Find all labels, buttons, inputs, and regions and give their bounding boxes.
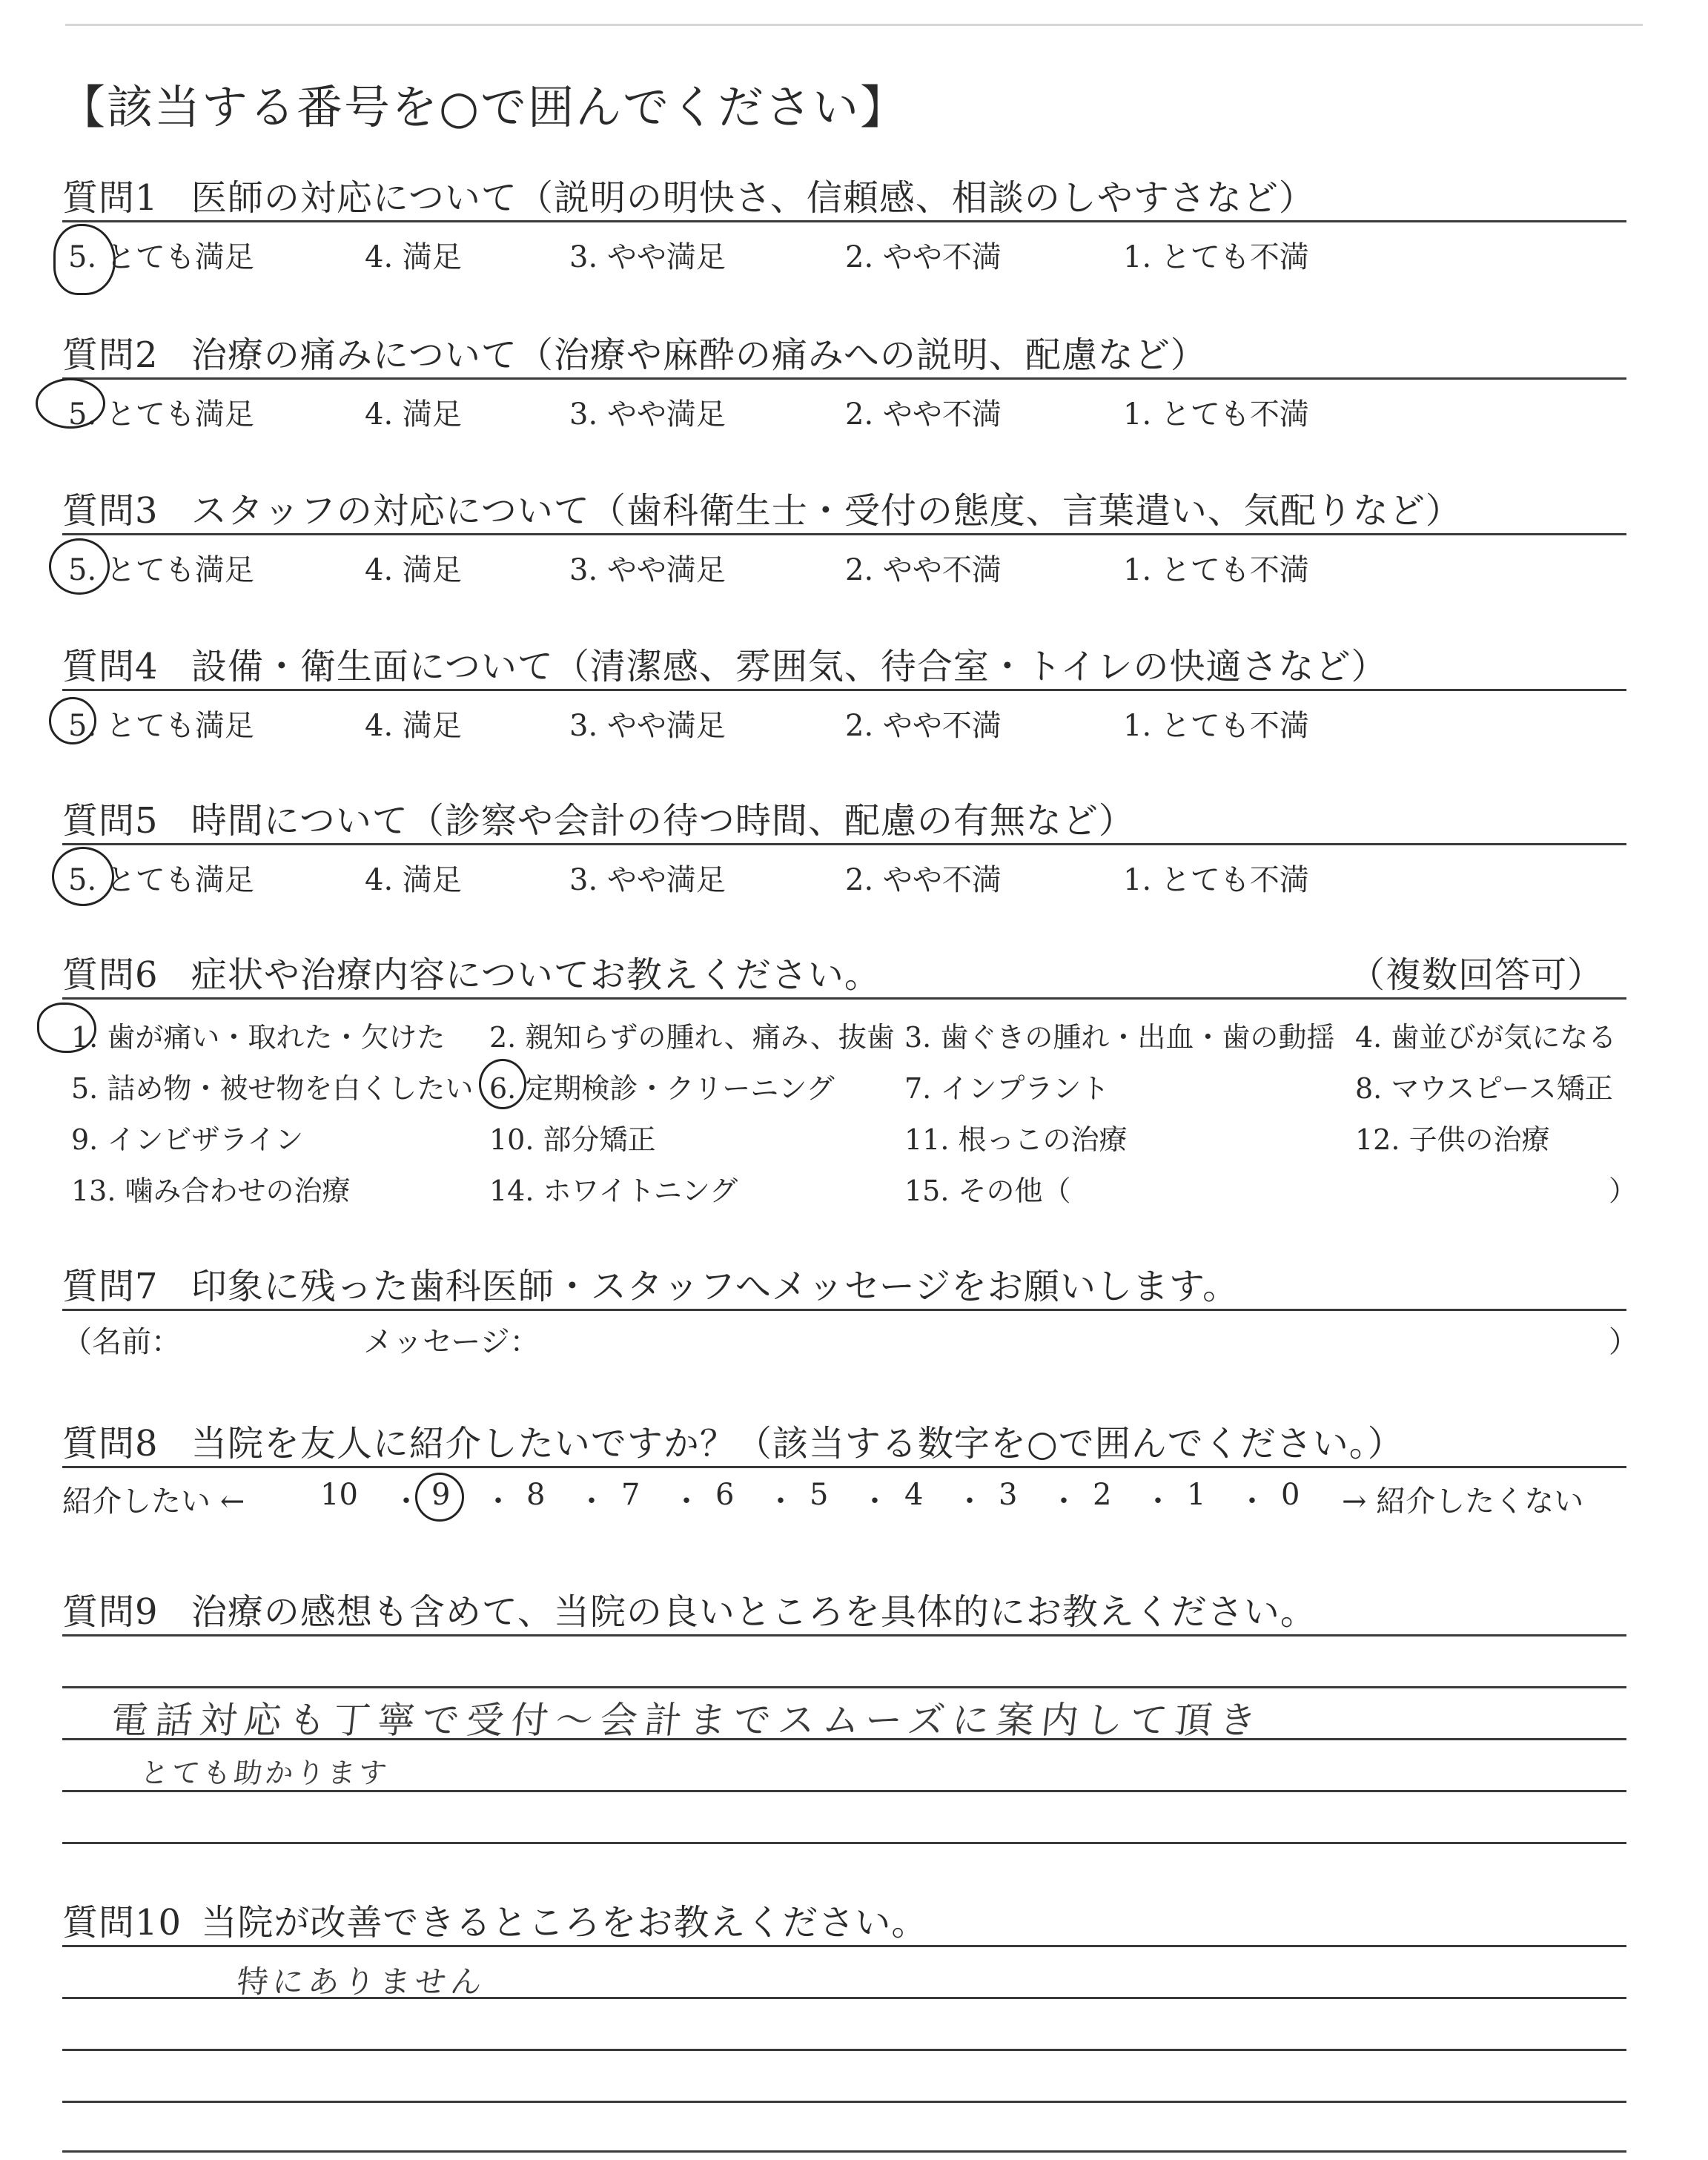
question-5-label: 質問5	[62, 800, 159, 842]
q3-option-2[interactable]: 2. やや不満	[845, 553, 1002, 587]
question-4-text: 設備・衛生面について（清潔感、雰囲気、待合室・トイレの快適さなど）	[191, 646, 1388, 687]
q8-dot: ・	[955, 1484, 984, 1519]
question-9-rule	[62, 1634, 1626, 1636]
answer-line	[62, 1686, 1626, 1688]
question-3-rule	[62, 533, 1626, 535]
question-2-label: 質問2	[62, 334, 159, 376]
q8-dot: ・	[577, 1484, 606, 1519]
question-5-rule	[62, 843, 1626, 845]
q6-option-5[interactable]: 5. 詰め物・被せ物を白くしたい	[71, 1072, 474, 1105]
q1-answer-circle	[53, 224, 116, 295]
q8-left-label: 紹介したい ←	[62, 1484, 245, 1519]
q8-answer-circle	[415, 1473, 464, 1522]
q6-option-7[interactable]: 7. インプラント	[904, 1072, 1110, 1105]
q2-answer-circle	[36, 378, 105, 429]
q6-option-15[interactable]: 15. その他（	[904, 1175, 1071, 1207]
q7-close-paren: ）	[1609, 1325, 1638, 1359]
q8-score-7[interactable]: 7	[621, 1478, 640, 1512]
q8-score-3[interactable]: 3	[999, 1478, 1018, 1512]
question-8-label: 質問8	[62, 1423, 159, 1464]
q4-option-1[interactable]: 1. とても不満	[1123, 709, 1309, 743]
q3-option-4[interactable]: 4. 満足	[365, 553, 462, 587]
q8-score-5[interactable]: 5	[810, 1478, 829, 1512]
answer-line	[62, 2049, 1626, 2051]
q2-option-3[interactable]: 3. やや満足	[569, 397, 726, 432]
q5-option-4[interactable]: 4. 満足	[365, 863, 462, 897]
question-10	[62, 1894, 927, 1945]
question-6-label: 質問6	[62, 954, 159, 996]
q4-option-2[interactable]: 2. やや不満	[845, 709, 1002, 743]
question-9	[62, 1583, 1317, 1634]
q6-option-4[interactable]: 4. 歯並びが気になる	[1355, 1021, 1617, 1054]
q8-score-6[interactable]: 6	[715, 1478, 735, 1512]
q10-handwritten-answer: 特にありません	[235, 1964, 489, 2000]
answer-line	[62, 1842, 1626, 1844]
q9-handwritten-answer-line-2: とても助かります	[139, 1757, 391, 1789]
question-2-rule	[62, 377, 1626, 380]
question-6-text: 症状や治療内容についてお教えください。	[191, 954, 881, 996]
q2-option-5[interactable]: 5. とても満足	[68, 397, 254, 432]
q2-option-2[interactable]: 2. やや不満	[845, 397, 1002, 432]
question-7-text: 印象に残った歯科医師・スタッフへメッセージをお願いします。	[191, 1266, 1239, 1307]
question-7-label: 質問7	[62, 1266, 159, 1307]
q5-option-2[interactable]: 2. やや不満	[845, 863, 1002, 897]
q8-dot: ・	[1143, 1484, 1173, 1519]
q6-option-12[interactable]: 12. 子供の治療	[1355, 1123, 1550, 1156]
q8-score-4[interactable]: 4	[904, 1478, 924, 1512]
q2-option-1[interactable]: 1. とても不満	[1123, 397, 1309, 432]
q9-handwritten-answer-line-1: 電話対応も丁寧で受付～会計までスムーズに案内して頂き	[108, 1699, 1266, 1742]
q8-dot: ・	[1237, 1484, 1267, 1519]
question-4-rule	[62, 689, 1626, 691]
q4-option-4[interactable]: 4. 満足	[365, 709, 462, 743]
q8-dot: ・	[860, 1484, 890, 1519]
q6-option-14[interactable]: 14. ホワイトニング	[489, 1175, 738, 1207]
question-8-text: 当院を友人に紹介したいですか？（該当する数字を○で囲んでください。）	[191, 1423, 1404, 1464]
question-2	[62, 326, 1207, 377]
q3-option-1[interactable]: 1. とても不満	[1123, 553, 1309, 587]
q7-message-label: メッセージ：	[363, 1325, 540, 1359]
question-7-rule	[62, 1309, 1626, 1311]
q8-score-8[interactable]: 8	[526, 1478, 546, 1512]
q6-option-10[interactable]: 10. 部分矯正	[489, 1123, 656, 1156]
q1-option-1[interactable]: 1. とても不満	[1123, 240, 1309, 274]
q8-dot: ・	[672, 1484, 701, 1519]
question-1-rule	[62, 220, 1626, 222]
question-10-text: 当院が改善できるところをお教えください。	[201, 1902, 928, 1943]
q6-option-8[interactable]: 8. マウスピース矯正	[1355, 1072, 1613, 1105]
q6-option-15-close: ）	[1609, 1175, 1638, 1207]
q6-option-13[interactable]: 13. 噛み合わせの治療	[71, 1175, 351, 1207]
q8-score-9[interactable]: 9	[431, 1478, 451, 1512]
q5-answer-circle	[52, 847, 114, 906]
q1-option-3[interactable]: 3. やや満足	[569, 240, 726, 274]
question-7	[62, 1258, 1239, 1309]
q3-answer-circle	[49, 538, 110, 595]
q8-score-2[interactable]: 2	[1093, 1478, 1112, 1512]
question-4-label: 質問4	[62, 646, 159, 687]
page-title: 【該当する番号を○で囲んでください】	[59, 80, 908, 134]
q4-answer-circle	[49, 697, 96, 744]
question-6-note: （複数回答可）	[1349, 954, 1604, 996]
q6-option-1[interactable]: 1. 歯が痛い・取れた・欠けた	[71, 1021, 446, 1054]
q8-dot: ・	[391, 1484, 421, 1519]
top-border	[65, 24, 1643, 26]
q5-option-1[interactable]: 1. とても不満	[1123, 863, 1309, 897]
q8-right-label: → 紹介したくない	[1342, 1484, 1584, 1519]
question-5	[62, 792, 1135, 843]
q2-option-4[interactable]: 4. 満足	[365, 397, 462, 432]
question-2-text: 治療の痛みについて（治療や麻酔の痛みへの説明、配慮など）	[191, 334, 1207, 376]
question-3	[62, 482, 1462, 533]
q4-option-3[interactable]: 3. やや満足	[569, 709, 726, 743]
q5-option-3[interactable]: 3. やや満足	[569, 863, 726, 897]
q6-option-11[interactable]: 11. 根っこの治療	[904, 1123, 1128, 1156]
q6-option-2[interactable]: 2. 親知らずの腫れ、痛み、抜歯	[489, 1021, 895, 1054]
q6-answer-circle-6	[479, 1059, 526, 1109]
q3-option-5[interactable]: 5. とても満足	[68, 553, 254, 587]
answer-line	[62, 2101, 1626, 2103]
question-5-text: 時間について（診察や会計の待つ時間、配慮の有無など）	[191, 800, 1135, 842]
question-9-label: 質問9	[62, 1591, 159, 1633]
q6-answer-circle-1	[37, 1003, 96, 1053]
q8-dot: ・	[483, 1484, 513, 1519]
q4-option-5[interactable]: 5. とても満足	[68, 709, 254, 743]
q7-name-label: （名前：	[62, 1325, 181, 1359]
q5-option-5[interactable]: 5. とても満足	[68, 863, 254, 897]
question-8	[62, 1415, 1404, 1466]
question-3-text: スタッフの対応について（歯科衛生士・受付の態度、言葉遣い、気配りなど）	[191, 490, 1462, 532]
q8-score-10[interactable]: 10	[320, 1478, 358, 1512]
question-3-label: 質問3	[62, 490, 159, 532]
question-10-rule	[62, 1945, 1626, 1947]
q8-dot: ・	[1049, 1484, 1079, 1519]
question-8-rule	[62, 1466, 1626, 1468]
question-4	[62, 638, 1387, 689]
q1-option-4[interactable]: 4. 満足	[365, 240, 462, 274]
q6-option-6[interactable]: 6. 定期検診・クリーニング	[489, 1072, 835, 1105]
q6-option-9[interactable]: 9. インビザライン	[71, 1123, 304, 1156]
question-6-rule	[62, 997, 1626, 1000]
question-1	[62, 169, 1315, 220]
question-6	[62, 946, 881, 997]
q8-score-0[interactable]: 0	[1281, 1478, 1300, 1512]
q8-score-1[interactable]: 1	[1187, 1478, 1206, 1512]
q8-dot: ・	[766, 1484, 795, 1519]
q1-option-5[interactable]: 5. とても満足	[68, 240, 254, 274]
question-10-label: 質問10	[62, 1902, 182, 1943]
answer-line	[62, 2150, 1626, 2153]
q6-option-3[interactable]: 3. 歯ぐきの腫れ・出血・歯の動揺	[904, 1021, 1335, 1054]
question-1-text: 医師の対応について（説明の明快さ、信頼感、相談のしやすさなど）	[191, 177, 1315, 219]
question-9-text: 治療の感想も含めて、当院の良いところを具体的にお教えください。	[191, 1591, 1317, 1633]
q3-option-3[interactable]: 3. やや満足	[569, 553, 726, 587]
q1-option-2[interactable]: 2. やや不満	[845, 240, 1002, 274]
question-1-label: 質問1	[62, 177, 159, 219]
